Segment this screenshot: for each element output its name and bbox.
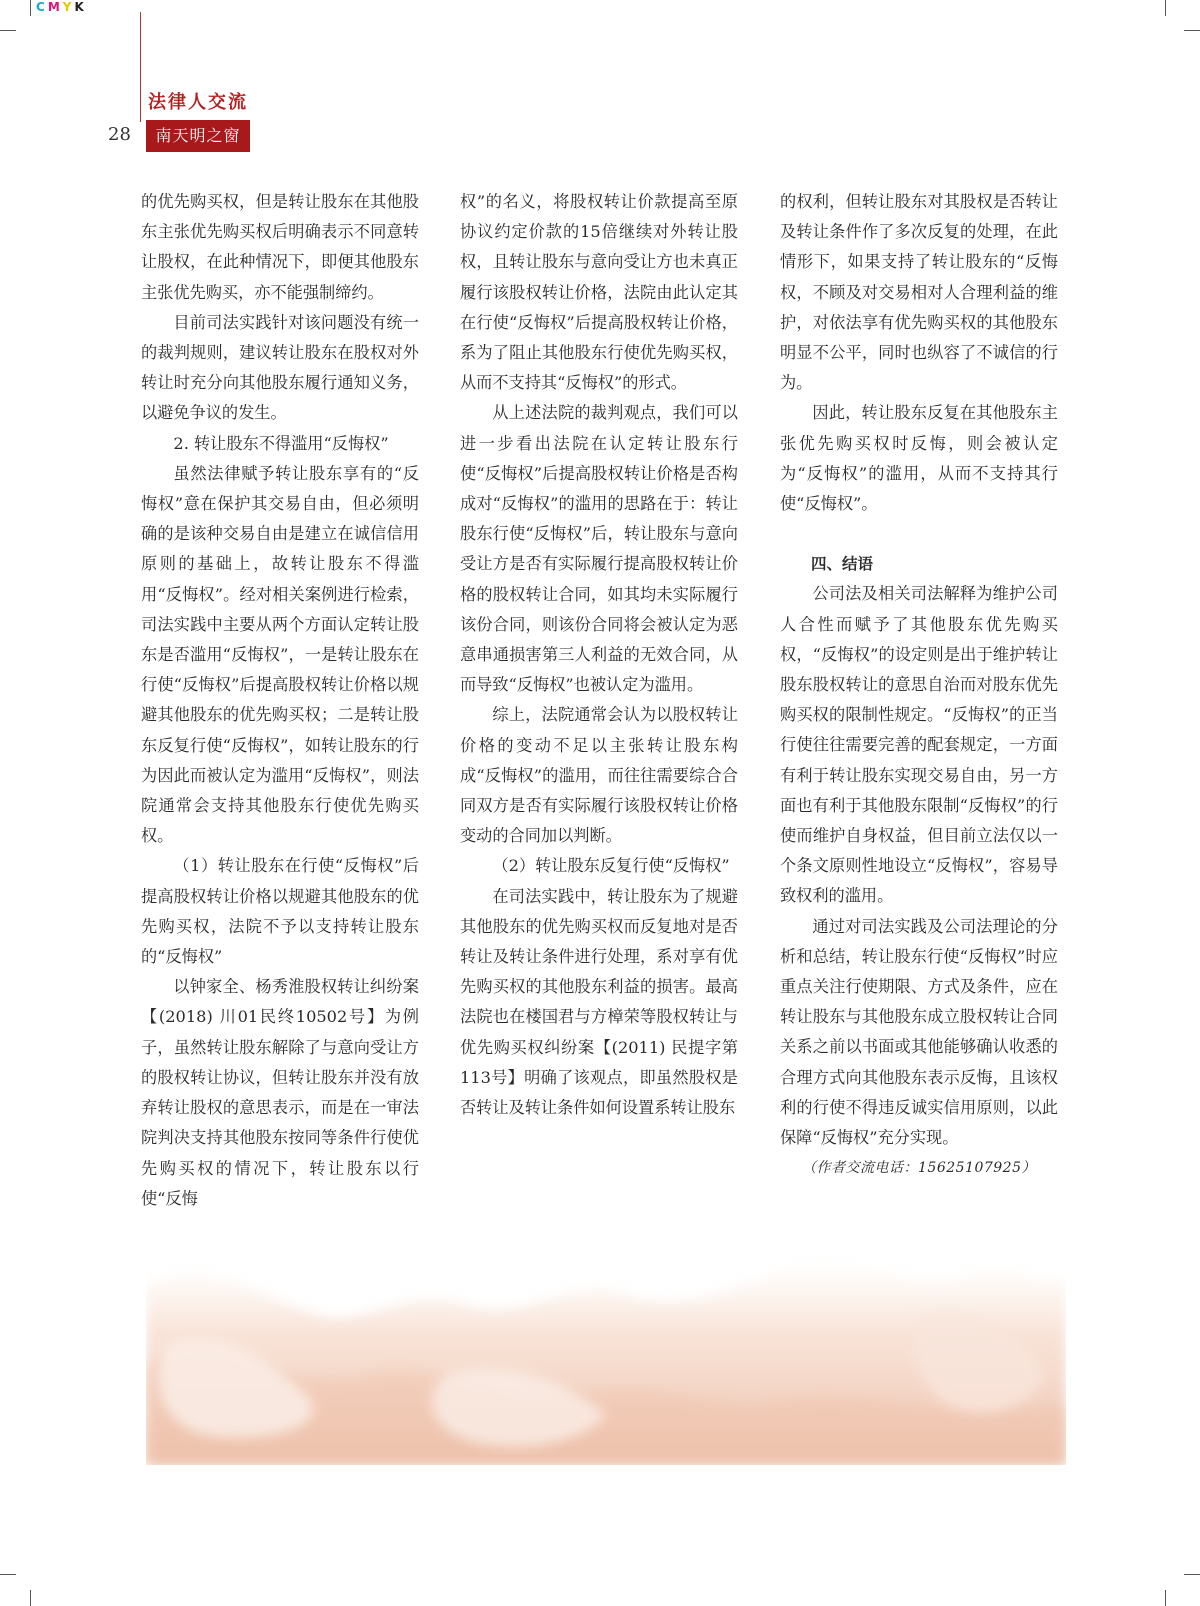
paragraph: 的优先购买权，但是转让股东在其他股东主张优先购买权后明确表示不同意转让股权，在此种情况下，即便其他股东主张优先购买，亦不能强制缔约。	[141, 192, 419, 302]
crop-mark-bl-h	[0, 1574, 16, 1575]
paragraph: 因此，转让股东反复在其他股东主张优先购买权时反悔，则会被认定为“反悔权”的滥用，从而不支持其行使“反悔权”。	[780, 403, 1058, 514]
crop-mark-tr-h	[1184, 30, 1200, 31]
section-heading: 四、结语	[811, 555, 874, 574]
text-column-2	[460, 187, 738, 1123]
paragraph: 以钟家全、杨秀淮股权转让纠纷案【(2018) 川01民终10502号】为例子，虽然转让股东解除了与意向受让方的股权转让协议，但转让股东并没有放弃转让股权的意思表示，而是在一审法院判决支持其他股东按同等条件行使优先购买权的情况下，转让股东以行使“反悔	[141, 977, 419, 1208]
paragraph: 从上述法院的裁判观点，我们可以进一步看出法院在认定转让股东行使“反悔权”后提高股权转让价格是否构成对“反悔权”的滥用的思路在于：转让股东行使“反悔权”后，转让股东与意向受让方是否有实际履行提高股权转让价格的股权转让合同，如其均未实际履行该份合同，则该份合同将会被认定为恶意串通损害第三人利益的无效合同，从而导致“反悔权”也被认定为滥用。	[460, 403, 738, 695]
cmyk-c: C	[36, 0, 48, 14]
paragraph: 的权利，但转让股东对其股权是否转让及转让条件作了多次反复的处理，在此情形下，如果支持了转让股东的“反悔权，不顾及对交易相对人合理利益的维护，对依法享有优先购买权的其他股东明显不公平，同时也纵容了不诚信的行为。	[780, 192, 1058, 393]
cmyk-m: M	[47, 0, 63, 14]
column-tag: 南天明之窗	[146, 120, 250, 152]
paragraph: 2. 转让股东不得滥用“反悔权”	[173, 433, 389, 453]
section-title: 法律人交流	[148, 92, 248, 113]
crop-mark-tl-h	[0, 30, 16, 31]
paragraph: 在司法实践中，转让股东为了规避其他股东的优先购买权而反复地对是否转让及转让条件进行处理，系对享有优先购买权的其他股东利益的损害。最高法院也在楼国君与方樟荣等股权转让与优先购买权纠纷案【(2011) 民提字第113号】明确了该观点，即虽然股权是否转让及转让条件如何设置系转让股东	[460, 886, 738, 1118]
paragraph: 权”的名义，将股权转让价款提高至原协议约定价款的15倍继续对外转让股权，且转让股东与意向受让方也未真正履行该股权转让价格，法院由此认定其在行使“反悔权”后提高股权转让价格，系为了阻止其他股东行使优先购买权，从而不支持其“反悔权”的形式。	[460, 192, 738, 393]
cmyk-registration-mark	[36, 0, 87, 14]
crop-mark-bl-v	[30, 1590, 31, 1606]
author-note: （作者交流电话：15625107925）	[802, 1160, 1036, 1177]
crop-mark-tl-v	[30, 0, 31, 16]
crop-mark-br-v	[1165, 1590, 1166, 1606]
paragraph: 虽然法律赋予转让股东享有的“反悔权”意在保护其交易自由，但必须明确的是该种交易自由是建立在诚信信用原则的基础上，故转让股东不得滥用“反悔权”。经对相关案例进行检索，司法实践中主要从两个方面认定转让股东是否滥用“反悔权”，一是转让股东在行使“反悔权”后提高股权转让价格以规避其他股东的优先购买权；二是转让股东反复行使“反悔权”，如转让股东的行为因此而被认定为滥用“反悔权”，则法院通常会支持其他股东行使优先购买权。	[141, 463, 419, 846]
paragraph: 公司法及相关司法解释为维护公司人合性而赋予了其他股东优先购买权，“反悔权”的设定则是出于维护转让股东股权转让的意思自治而对股东优先购买权的限制性规定。“反悔权”的正当行使往往需要完善的配套规定，一方面有利于转让股东实现交易自由，另一方面也有利于其他股东限制“反悔权”的行使而维护自身权益，但目前立法仅以一个条文原则性地设立“反悔权”，容易导致权利的滥用。	[780, 584, 1058, 906]
paragraph: 综上，法院通常会认为以股权转让价格的变动不足以主张转让股东构成“反悔权”的滥用，而往往需要综合合同双方是否有实际履行该股权转让价格变动的合同加以判断。	[460, 705, 738, 846]
header-rule	[140, 12, 141, 122]
cmyk-y: Y	[62, 0, 75, 14]
paragraph: （2）转让股东反复行使“反悔权”	[492, 856, 730, 876]
text-column-1	[141, 187, 419, 1214]
text-column-3	[780, 187, 1058, 1184]
paragraph: （1）转让股东在行使“反悔权”后提高股权转让价格以规避其他股东的优先购买权，法院不予以支持转让股东的“反悔权”	[141, 856, 419, 967]
page-number: 28	[108, 124, 131, 145]
crop-mark-br-h	[1184, 1574, 1200, 1575]
paragraph: 目前司法实践针对该问题没有统一的裁判规则，建议转让股东在股权对外转让时充分向其他股东履行通知义务，以避免争议的发生。	[141, 312, 419, 423]
crop-mark-tr-v	[1165, 0, 1166, 16]
cmyk-k: K	[74, 0, 87, 14]
paragraph: 通过对司法实践及公司法理论的分析和总结，转让股东行使“反悔权”时应重点关注行使期限、方式及条件，应在转让股东与其他股东成立股权转让合同关系之前以书面或其他能够确认收悉的合理方式向其他股东表示反悔，且该权利的行使不得违反诚实信用原则，以此保障“反悔权”充分实现。	[780, 916, 1058, 1148]
